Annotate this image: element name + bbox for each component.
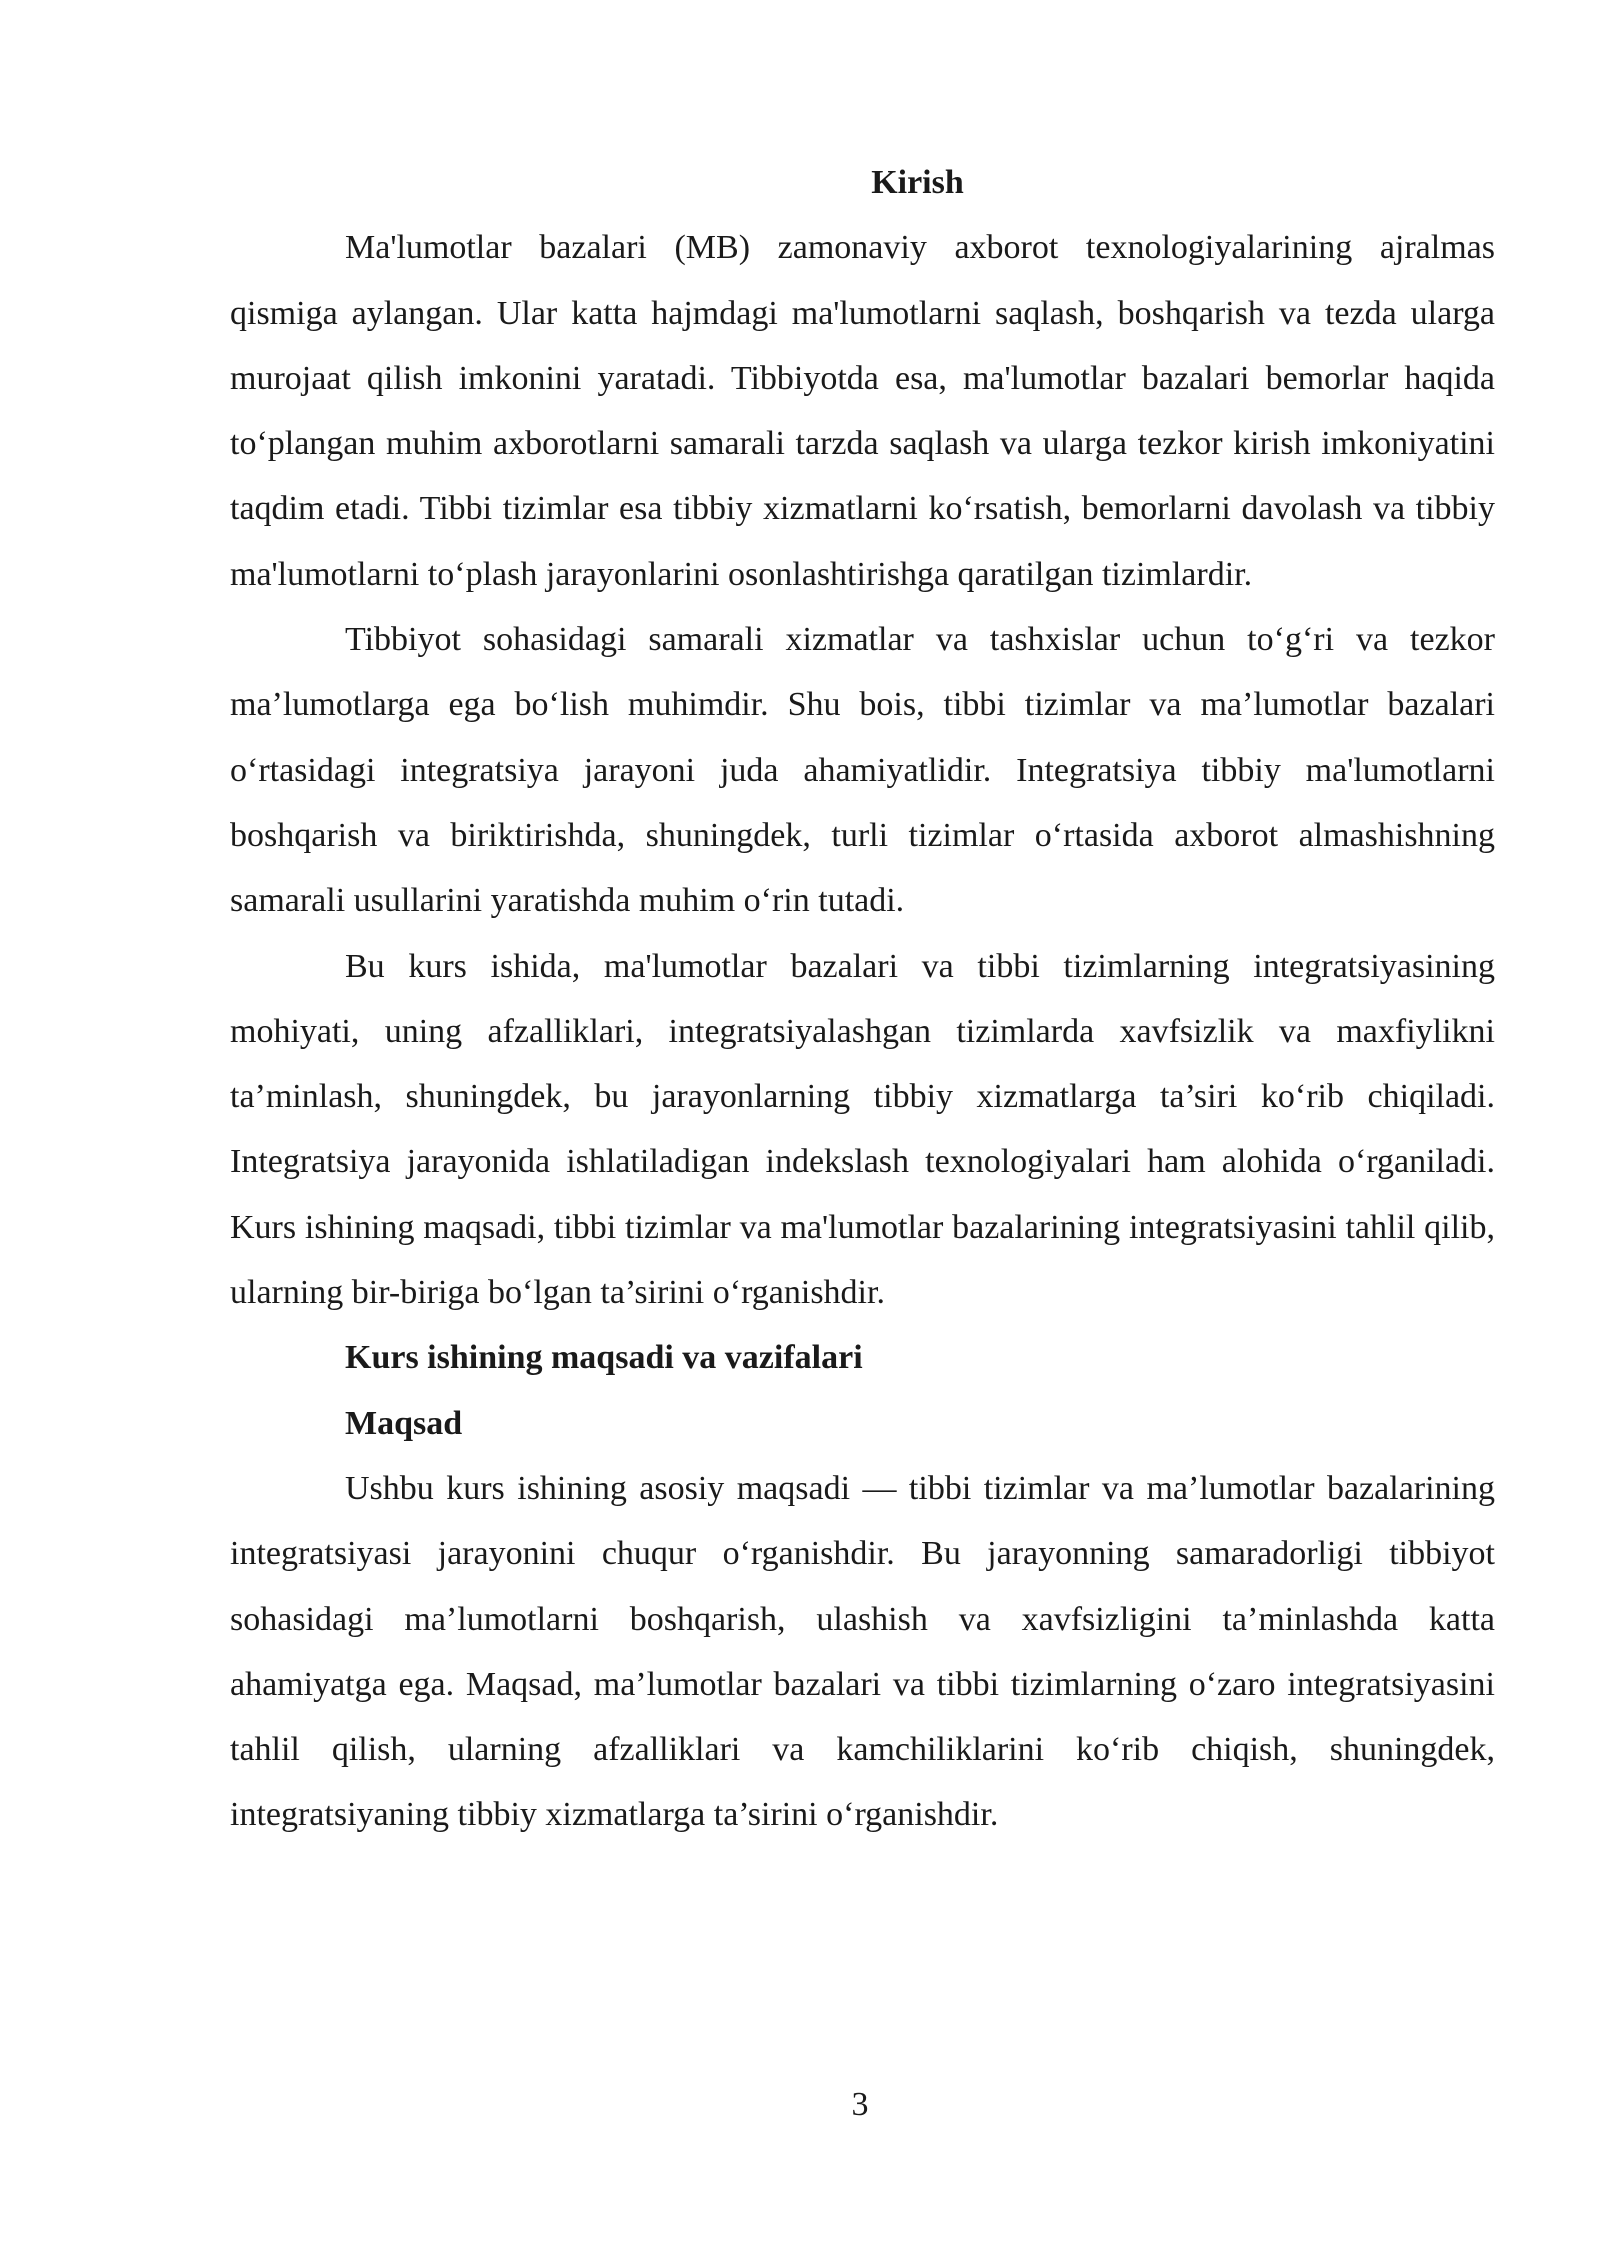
page-content (230, 150, 1495, 1848)
page-number: 3 (851, 2086, 869, 2123)
intro-paragraph-1: Ma'lumotlar bazalari (MB) zamonaviy axborot texnologiyalarining ajralmas qismiga aylangan. Ular katta hajmdagi ma'lumotlarni saqlash, boshqarish va tezda ularga murojaat qilish imkonini yaratadi. Tibbiyotda esa, ma'lumotlar bazalari bemorlar haqida to‘plangan muhim axborotlarni samarali tarzda saqlash va ularga tezkor kirish imkoniyatini taqdim etadi. Tibbi tizimlar esa tibbiy xizmatlarni ko‘rsatish, bemorlarni davolash va tibbiy ma'lumotlarni to‘plash jarayonlarini osonlashtirishga qaratilgan tizimlardir. (230, 229, 1495, 593)
goal-paragraph: Ushbu kurs ishining asosiy maqsadi — tibbi tizimlar va ma’lumotlar bazalarining integratsiyasi jarayonini chuqur o‘rganishdir. Bu jarayonning samaradorligi tibbiyot sohasidagi ma’lumotlarni boshqarish, ulashish va xavfsizligini ta’minlashda katta ahamiyatga ega. Maqsad, ma’lumotlar bazalari va tibbi tizimlarning o‘zaro integratsiyasini tahlil qilish, ularning afzalliklari va kamchiliklarini ko‘rib chiqish, shuningdek, integratsiyaning tibbiy xizmatlarga ta’sirini o‘rganishdir. (230, 1469, 1495, 1834)
section-heading: Kurs ishining maqsadi va vazifalari (345, 1339, 863, 1377)
page-title: Kirish (871, 164, 964, 201)
subsection-heading: Maqsad (345, 1404, 463, 1442)
intro-paragraph-2: Tibbiyot sohasidagi samarali xizmatlar va tashxislar uchun to‘g‘ri va tezkor ma’lumotlarga ega bo‘lish muhimdir. Shu bois, tibbi tizimlar va ma’lumotlar bazalari o‘rtasidagi integratsiya jarayoni juda ahamiyatlidir. Integratsiya tibbiy ma'lumotlarni boshqarish va biriktirishda, shuningdek, turli tizimlar o‘rtasida axborot almashishning samarali usullarini yaratishda muhim o‘rin tutadi. (230, 621, 1495, 920)
intro-paragraph-3: Bu kurs ishida, ma'lumotlar bazalari va tibbi tizimlarning integratsiyasining mohiyati, uning afzalliklari, integratsiyalashgan tizimlarda xavfsizlik va maxfiylikni ta’minlash, shuningdek, bu jarayonlarning tibbiy xizmatlarga ta’siri ko‘rib chiqiladi. Integratsiya jarayonida ishlatiladigan indekslash texnologiyalari ham alohida o‘rganiladi. Kurs ishining maqsadi, tibbi tizimlar va ma'lumotlar bazalarining integratsiyasini tahlil qilib, ularning bir-biriga bo‘lgan ta’sirini o‘rganishdir. (230, 947, 1495, 1312)
